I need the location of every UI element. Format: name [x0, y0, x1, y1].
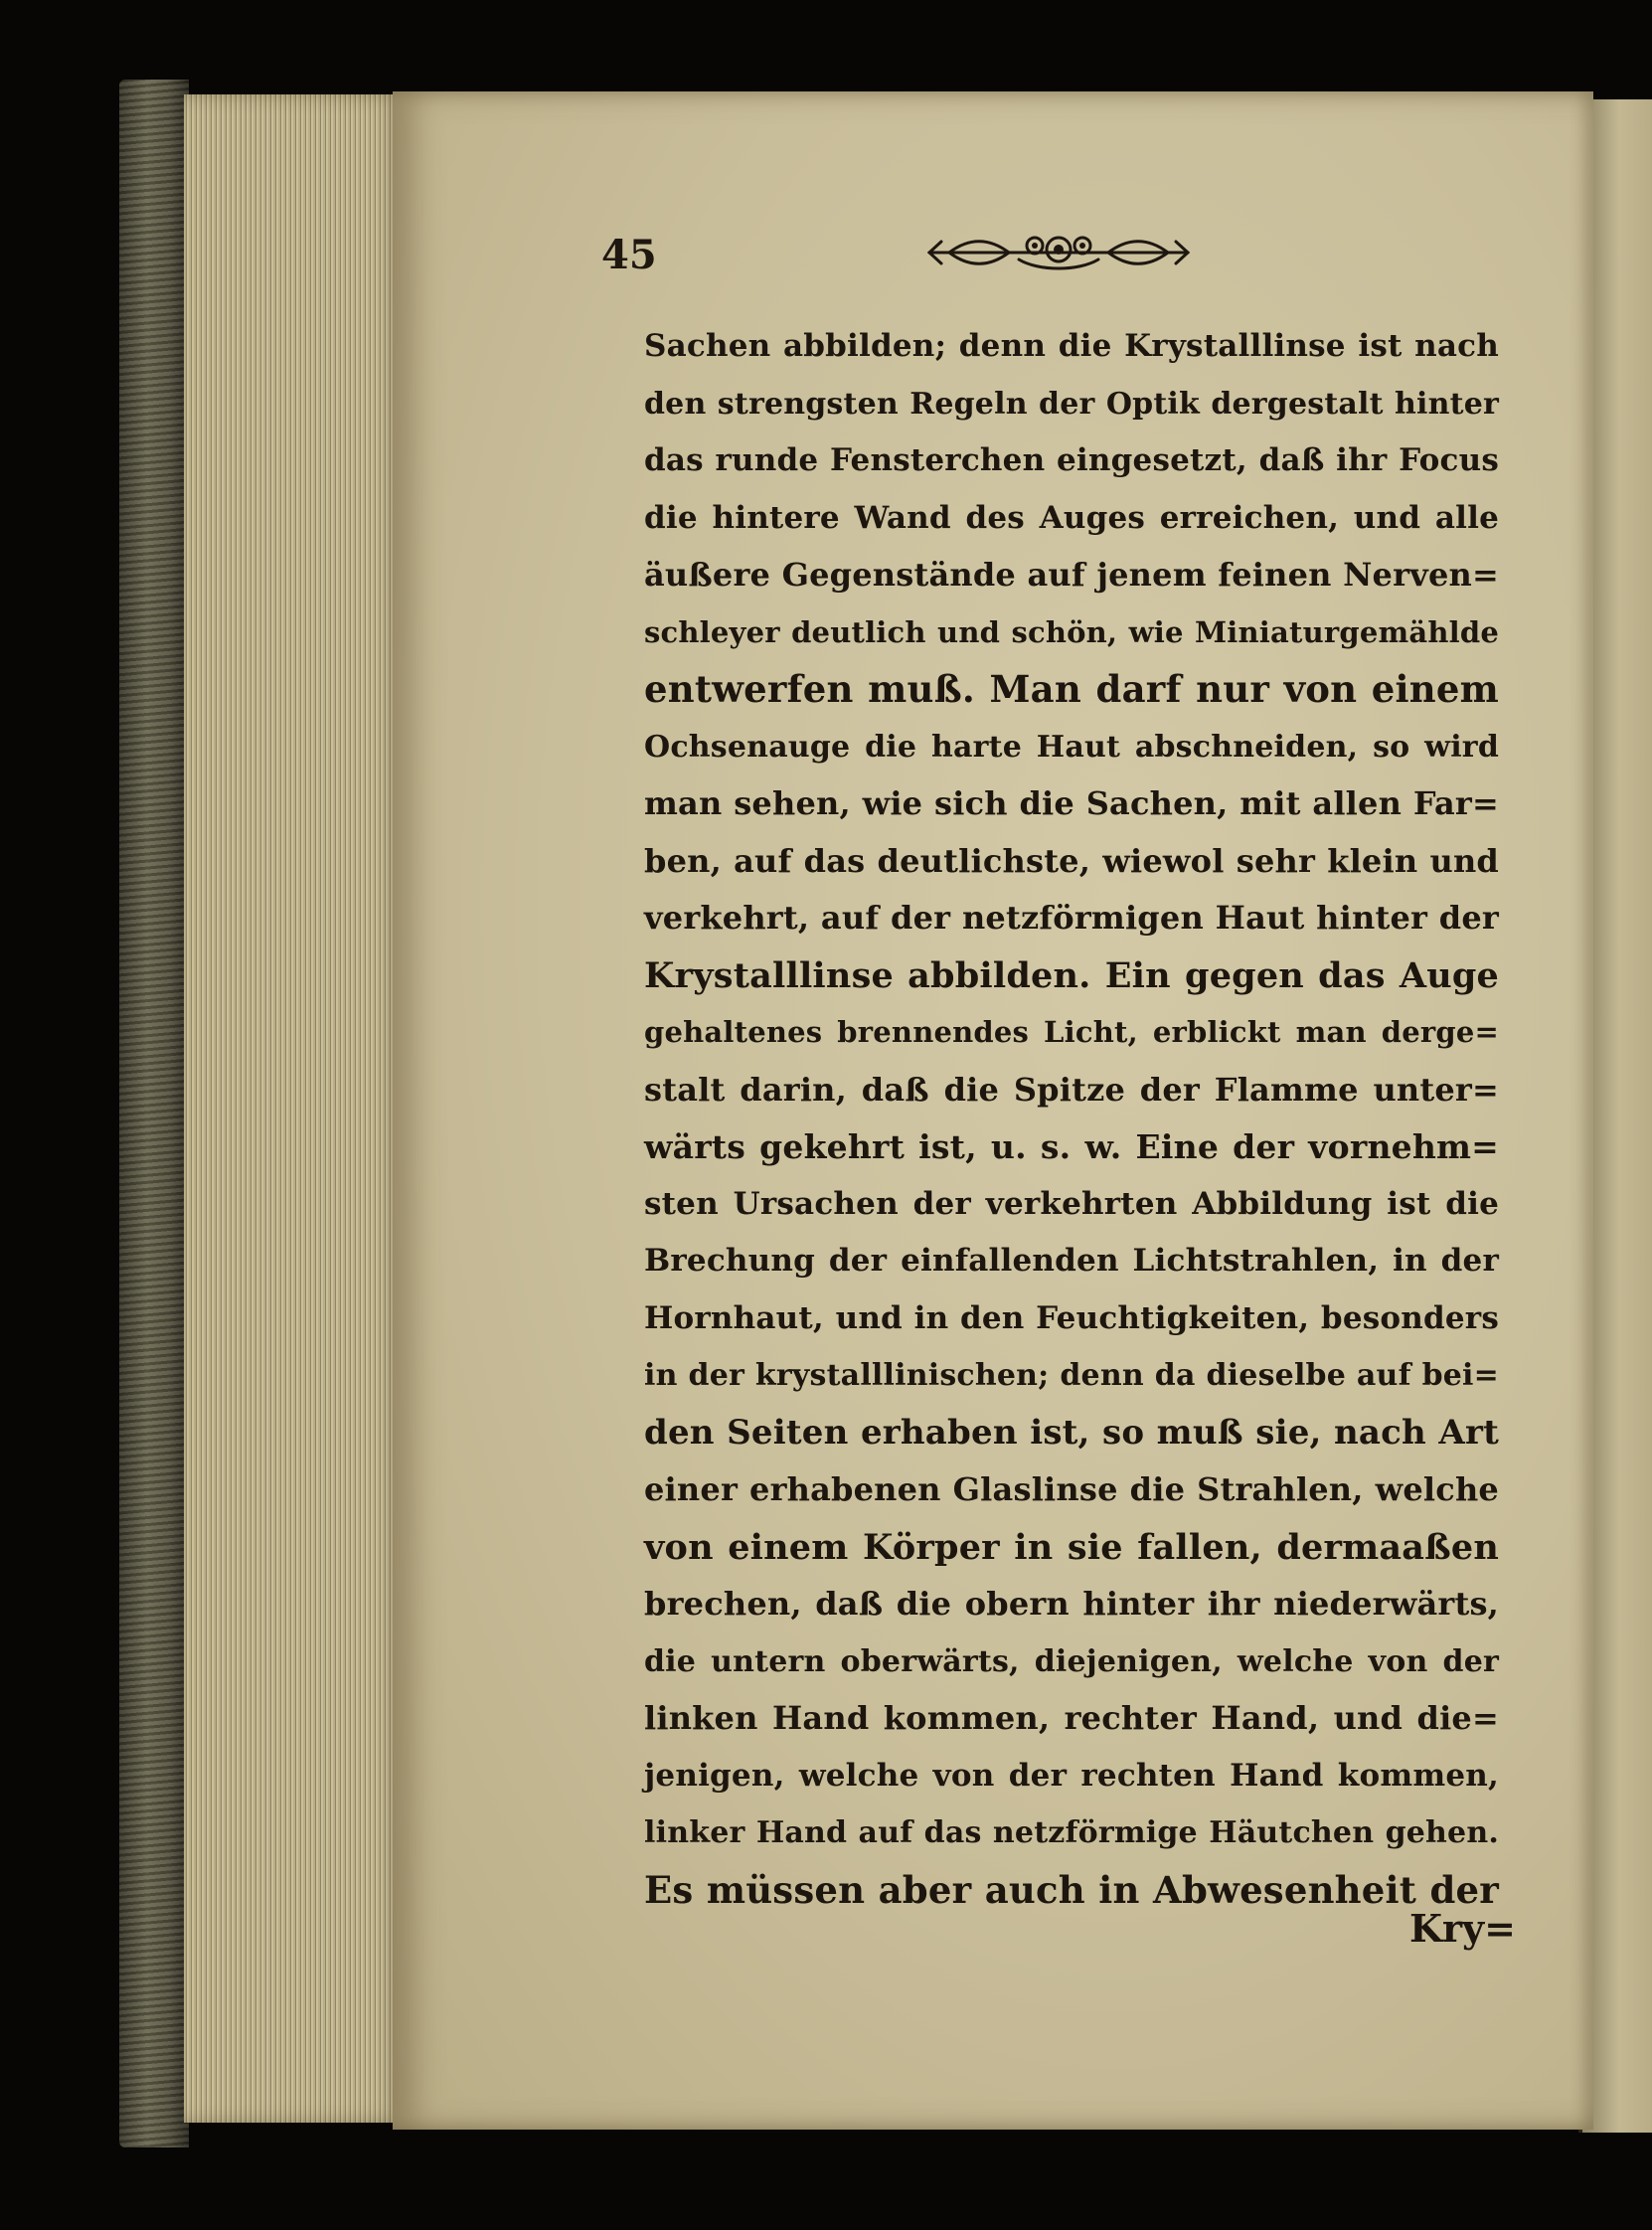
- text-line: Sachen abbilden; denn die Krystalllinse ist nach: [644, 328, 1499, 364]
- text-line: die hintere Wand des Auges erreichen, und alle: [644, 499, 1499, 536]
- text-line: die untern oberwärts, diejenigen, welche von der: [644, 1643, 1499, 1679]
- text-line: linker Hand auf das netzförmige Häutchen gehen.: [644, 1815, 1499, 1850]
- text-line: in der krystalllinischen; denn da dieselbe auf bei=: [644, 1358, 1499, 1393]
- text-line: gehaltenes brennendes Licht, erblickt man derge=: [644, 1015, 1499, 1049]
- text-line: Ochsenauge die harte Haut abschneiden, so wird: [644, 729, 1499, 765]
- text-line: einer erhabenen Glaslinse die Strahlen, welche: [644, 1470, 1499, 1508]
- text-line: schleyer deutlich und schön, wie Miniaturgemählde: [644, 614, 1499, 649]
- book-cover: [119, 80, 189, 2147]
- text-line: Hornhaut, und in den Feuchtigkeiten, besonders: [644, 1299, 1499, 1336]
- page-body-text: [644, 318, 1499, 1919]
- text-line: stalt darin, daß die Spitze der Flamme unter=: [644, 1070, 1499, 1109]
- text-line: entwerfen muß. Man darf nur von einem: [644, 667, 1499, 711]
- text-line: den strengsten Regeln der Optik dergestalt hinter: [644, 386, 1499, 422]
- catchword: Kry=: [1409, 1906, 1516, 1951]
- text-line: wärts gekehrt ist, u. s. w. Eine der vornehm=: [644, 1127, 1499, 1166]
- text-line: äußere Gegenstände auf jenem feinen Nerven=: [644, 556, 1499, 594]
- text-line: den Seiten erhaben ist, so muß sie, nach Art: [644, 1412, 1499, 1453]
- ornament-icon: [919, 228, 1198, 277]
- text-line: das runde Fensterchen eingesetzt, daß ihr Focus: [644, 442, 1499, 478]
- text-line: Krystalllinse abbilden. Ein gegen das Auge: [644, 954, 1499, 996]
- text-line: linken Hand kommen, rechter Hand, und die=: [644, 1699, 1499, 1737]
- text-line: ben, auf das deutlichste, wiewol sehr klein und: [644, 841, 1499, 880]
- page-number: 45: [601, 232, 657, 278]
- text-line: Es müssen aber auch in Abwesenheit der: [644, 1867, 1499, 1912]
- text-line: von einem Körper in sie fallen, dermaaßen: [644, 1526, 1499, 1568]
- text-line: jenigen, welche von der rechten Hand kommen,: [644, 1757, 1499, 1794]
- page-header: [601, 224, 1297, 283]
- text-line: brechen, daß die obern hinter ihr niederwärts,: [644, 1585, 1499, 1623]
- text-line: man sehen, wie sich die Sachen, mit allen Far=: [644, 784, 1499, 822]
- text-line: verkehrt, auf der netzförmigen Haut hinter der: [644, 899, 1499, 937]
- page-edges: [184, 94, 408, 2123]
- text-line: Brechung der einfallenden Lichtstrahlen, in der: [644, 1243, 1499, 1279]
- text-line: sten Ursachen der verkehrten Abbildung ist die: [644, 1185, 1499, 1222]
